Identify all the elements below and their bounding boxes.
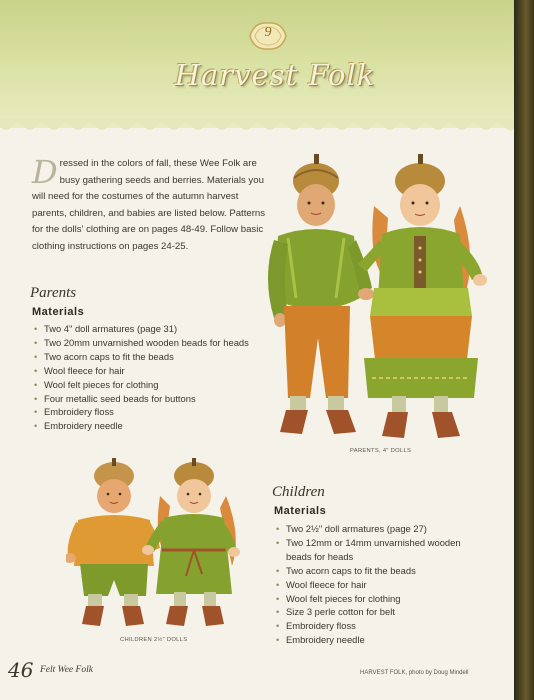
list-item: • Wool felt pieces for clothing — [276, 592, 464, 606]
children-materials-list — [276, 522, 464, 647]
chapter-number: 9 — [264, 25, 272, 40]
list-item: • Wool felt pieces for clothing — [34, 378, 274, 392]
list-item: • Two acorn caps to fit the beads — [34, 350, 274, 364]
girl-doll — [142, 458, 240, 626]
parents-dolls-photo — [268, 148, 504, 448]
list-item: • Embroidery floss — [276, 619, 464, 633]
list-item: • Two 20mm unvarnished wooden beads for heads — [34, 336, 274, 350]
parents-materials-list — [34, 322, 274, 433]
list-item: • Wool fleece for hair — [34, 364, 274, 378]
children-heading: Children — [272, 484, 325, 500]
list-item: • Two 2½" doll armatures (page 27) — [276, 522, 464, 536]
children-materials-heading: Materials — [274, 505, 327, 517]
page-title: Harvest Folk — [174, 58, 376, 92]
list-item: • Two 12mm or 14mm unvarnished wooden beads for heads — [276, 536, 464, 564]
boy-doll — [66, 458, 160, 626]
children-photo-caption: CHILDREN 2½" DOLLS — [120, 637, 188, 643]
list-item: • Four metallic seed beads for buttons — [34, 392, 274, 406]
scallop-border — [0, 118, 514, 134]
page-number: 46 — [8, 658, 34, 682]
photo-credit: HARVEST FOLK, photo by Doug Mindell — [360, 670, 469, 676]
parents-heading: Parents — [30, 285, 77, 301]
children-dolls-photo — [66, 456, 252, 636]
drop-cap: D — [32, 153, 58, 191]
intro-paragraph — [32, 153, 272, 256]
parents-photo-caption: PARENTS, 4" DOLLS — [350, 448, 412, 454]
list-item: • Size 3 perle cotton for belt — [276, 605, 464, 619]
list-item: • Embroidery needle — [276, 633, 464, 647]
intro-text: ressed in the colors of fall, these Wee Folk are busy gathering seeds and berries. Materials you will need for the costumes of the autumn harvest parents, children, and babies are listed below. Patterns for the dolls' clothing are on pages 48-49. Follow basic clothing instructions on pages 24-25. — [32, 158, 266, 252]
mother-doll — [358, 154, 487, 438]
page-edge — [514, 0, 534, 700]
list-item: • Embroidery floss — [34, 405, 274, 419]
parents-materials-heading: Materials — [32, 306, 85, 318]
list-item: • Two acorn caps to fit the beads — [276, 564, 464, 578]
running-footer-title: Felt Wee Folk — [40, 665, 93, 675]
list-item: • Embroidery needle — [34, 419, 274, 433]
father-doll — [268, 154, 374, 434]
list-item: • Two 4" doll armatures (page 31) — [34, 322, 274, 336]
list-item: • Wool fleece for hair — [276, 578, 464, 592]
